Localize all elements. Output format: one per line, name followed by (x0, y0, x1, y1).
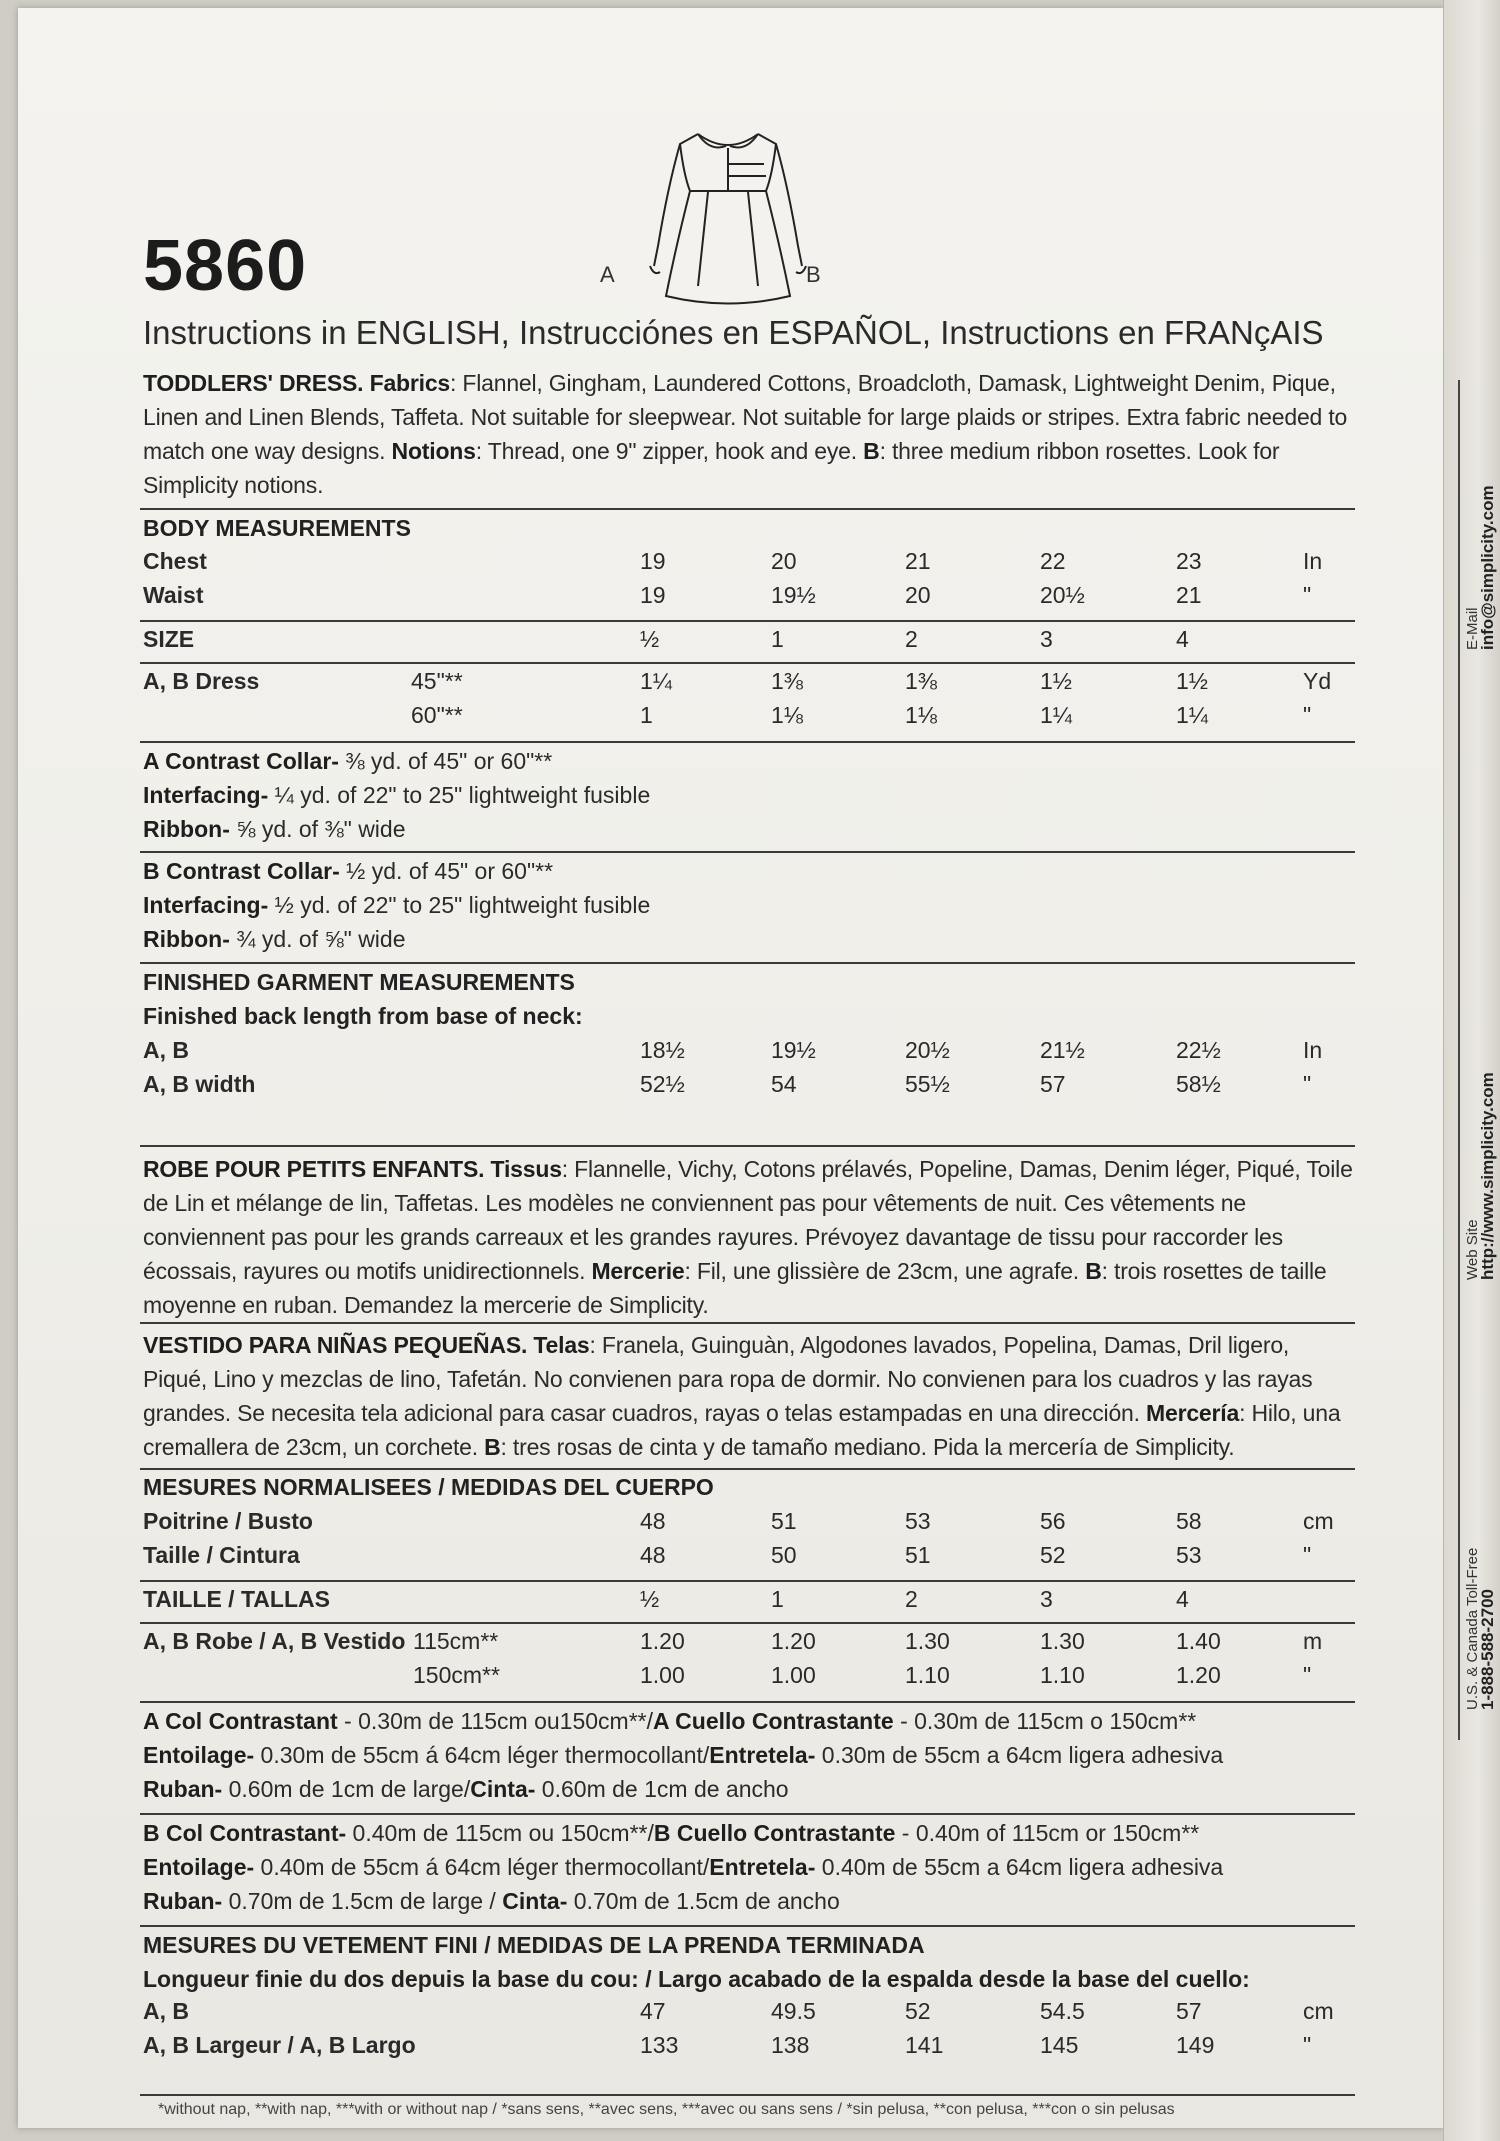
dress-line-drawing (628, 116, 828, 306)
fabrics-text: : Flannel, Gingham, Laundered Cottons, Broadcloth, Damask, Lightweight Denim, Pique, Linen and Linen Blends, Taffeta. Not suitable for sleepwear. Not suitable for large plaids or stripes. Extra fabric needed to match one way designs. (143, 370, 1348, 464)
metric-a-collar-line: A Col Contrastant - 0.30m de 115cm ou150cm**/A Cuello Contrastante - 0.30m de 115cm o 150cm** (143, 1708, 1197, 1734)
email-info: E-Mail (1464, 607, 1481, 650)
english-title: TODDLERS' DRESS. (143, 370, 364, 396)
contact-sidebar (1458, 380, 1497, 1740)
notions-label: Notions (391, 438, 476, 464)
metric-a-interfacing-line: Entoilage- 0.30m de 55cm á 64cm léger thermocollant/Entretela- 0.30m de 55cm a 64cm ligera adhesiva (143, 1742, 1224, 1768)
notions-text: : Thread, one 9" zipper, hook and eye. (475, 438, 864, 464)
divider (140, 1701, 1355, 1703)
view-a-label: A (600, 262, 615, 287)
back-length-row: A, B 18½ 19½ 20½ 21½ 22½ In (143, 1037, 1323, 1063)
b-interfacing-line: Interfacing- ½ yd. of 22" to 25" lightweight fusible (143, 892, 651, 918)
a-collar-line: A Contrast Collar- ⅜ yd. of 45" or 60"** (143, 748, 553, 774)
english-description (143, 366, 1353, 502)
divider (140, 1925, 1355, 1927)
dress-yardage-row: 60"** 1 1⅛ 1⅛ 1¼ 1¼ " (411, 702, 1312, 728)
divider (140, 662, 1355, 664)
metric-a-ribbon-line: Ruban- 0.60m de 1cm de large/Cinta- 0.60m de 1cm de ancho (143, 1776, 789, 1802)
pattern-envelope-back (18, 8, 1443, 2128)
metric-body-title: MESURES NORMALISEES / MEDIDAS DEL CUERPO (143, 1474, 714, 1500)
french-description: ROBE POUR PETITS ENFANTS. Tissus: Flannelle, Vichy, Cotons prélavés, Popeline, Damas, Denim léger, Piqué, Toile de Lin et mélange de lin, Taffetas. Les modèles ne conviennent pas pour vêtements de nuit. Ces vêtements ne conviennent pas pour les grands carreaux et les grandes rayures. Prévoyez davantage de tissu pour raccorder les écossais, rayures ou motifs unidirectionnels. Mercerie: Fil, une glissière de 23cm, une agrafe. B: trois rosettes de taille moyenne en ruban. Demandez la mercerie de Simplicity. (143, 1156, 1353, 1318)
b-ribbon-line: Ribbon- ¾ yd. of ⅝" wide (143, 926, 406, 952)
divider (140, 851, 1355, 853)
view-b-note-text: : three medium ribbon rosettes. Look for Simplicity notions. (143, 438, 1280, 498)
metric-waist-row: Taille / Cintura 48 50 51 52 53 " (143, 1542, 1312, 1568)
divider (140, 2094, 1355, 2096)
divider (140, 1322, 1355, 1324)
metric-back-length-row: A, B 47 49.5 52 54.5 57 cm (143, 1998, 1334, 2024)
chest-row: Chest 19 20 21 22 23 In (143, 548, 1323, 574)
metric-chest-row: Poitrine / Busto 48 51 53 56 58 cm (143, 1508, 1334, 1534)
nap-footnote: *without nap, **with nap, ***with or without nap / *sans sens, **avec sens, ***avec ou sans sens / *sin pelusa, **con pelusa, ***con o sin pelusas (158, 2101, 1175, 2118)
web-info: Web Site (1464, 1219, 1481, 1280)
metric-dress-row: 150cm** 1.00 1.00 1.10 1.10 1.20 " (413, 1662, 1312, 1688)
metric-width-row: A, B Largeur / A, B Largo 133 138 141 145 149 " (143, 2032, 1312, 2058)
languages-line: Instructions in ENGLISH, Instrucciónes en ESPAÑOL, Instructions en FRANçAIS (143, 314, 1324, 351)
dress-yardage-row: A, B Dress 45"** 1¼ 1⅜ 1⅜ 1½ 1½ Yd (143, 668, 1332, 694)
body-measurements-title: BODY MEASUREMENTS (143, 515, 411, 541)
email-address: info@simplicity.com (1478, 485, 1497, 650)
a-interfacing-line: Interfacing- ¼ yd. of 22" to 25" lightweight fusible (143, 782, 651, 808)
phone-info: U.S. & Canada Toll-Free (1464, 1547, 1481, 1710)
divider (140, 1813, 1355, 1815)
metric-b-ribbon-line: Ruban- 0.70m de 1.5cm de large / Cinta- 0.70m de 1.5cm de ancho (143, 1888, 840, 1914)
divider (140, 741, 1355, 743)
view-b-note-label: B (863, 438, 880, 464)
finished-measurements-title: FINISHED GARMENT MEASUREMENTS (143, 969, 575, 995)
metric-finished-subtitle: Longueur finie du dos depuis la base du cou: / Largo acabado de la espalda desde la base del cuello: (143, 1966, 1250, 1992)
finished-length-subtitle: Finished back length from base of neck: (143, 1003, 583, 1029)
waist-row: Waist 19 19½ 20 20½ 21 " (143, 582, 1312, 608)
divider (140, 1580, 1355, 1582)
metric-finished-title: MESURES DU VETEMENT FINI / MEDIDAS DE LA PRENDA TERMINADA (143, 1932, 925, 1958)
pattern-number: 5860 (143, 226, 308, 306)
width-row: A, B width 52½ 54 55½ 57 58½ " (143, 1071, 1312, 1097)
metric-b-interfacing-line: Entoilage- 0.40m de 55cm á 64cm léger thermocollant/Entretela- 0.40m de 55cm a 64cm ligera adhesiva (143, 1854, 1224, 1880)
divider (140, 1468, 1355, 1470)
b-collar-line: B Contrast Collar- ½ yd. of 45" or 60"** (143, 858, 554, 884)
size-row: SIZE ½ 1 2 3 4 (143, 626, 1189, 652)
fabrics-label: Fabrics (369, 370, 451, 396)
divider (140, 1622, 1355, 1624)
divider (140, 508, 1355, 510)
phone-number: 1-888-588-2700 (1478, 1589, 1497, 1710)
web-address: http://www.simplicity.com (1478, 1072, 1497, 1280)
a-ribbon-line: Ribbon- ⅝ yd. of ⅜" wide (143, 816, 406, 842)
metric-size-row: TAILLE / TALLAS ½ 1 2 3 4 (143, 1586, 1189, 1612)
divider (140, 620, 1355, 622)
spanish-description: VESTIDO PARA NIÑAS PEQUEÑAS. Telas: Franela, Guinguàn, Algodones lavados, Popelina, Damas, Dril ligero, Piqué, Lino y mezclas de lino, Tafetán. No convienen para ropa de dormir. No convienen para los cuadros y las rayas grandes. Se necesita tela adicional para casar cuadros, rayas o telas estampadas en una dirección. Mercería: Hilo, una cremallera de 23cm, un corchete. B: tres rosas de cinta y de tamaño mediano. Pida la mercería de Simplicity. (143, 1332, 1341, 1460)
divider (140, 1145, 1355, 1147)
metric-dress-row: A, B Robe / A, B Vestido 115cm** 1.20 1.20 1.30 1.30 1.40 m (143, 1628, 1323, 1654)
view-b-label: B (806, 262, 821, 287)
metric-b-collar-line: B Col Contrastant- 0.40m de 115cm ou 150cm**/B Cuello Contrastante - 0.40m of 115cm or 150cm** (143, 1820, 1200, 1846)
divider (140, 962, 1355, 964)
